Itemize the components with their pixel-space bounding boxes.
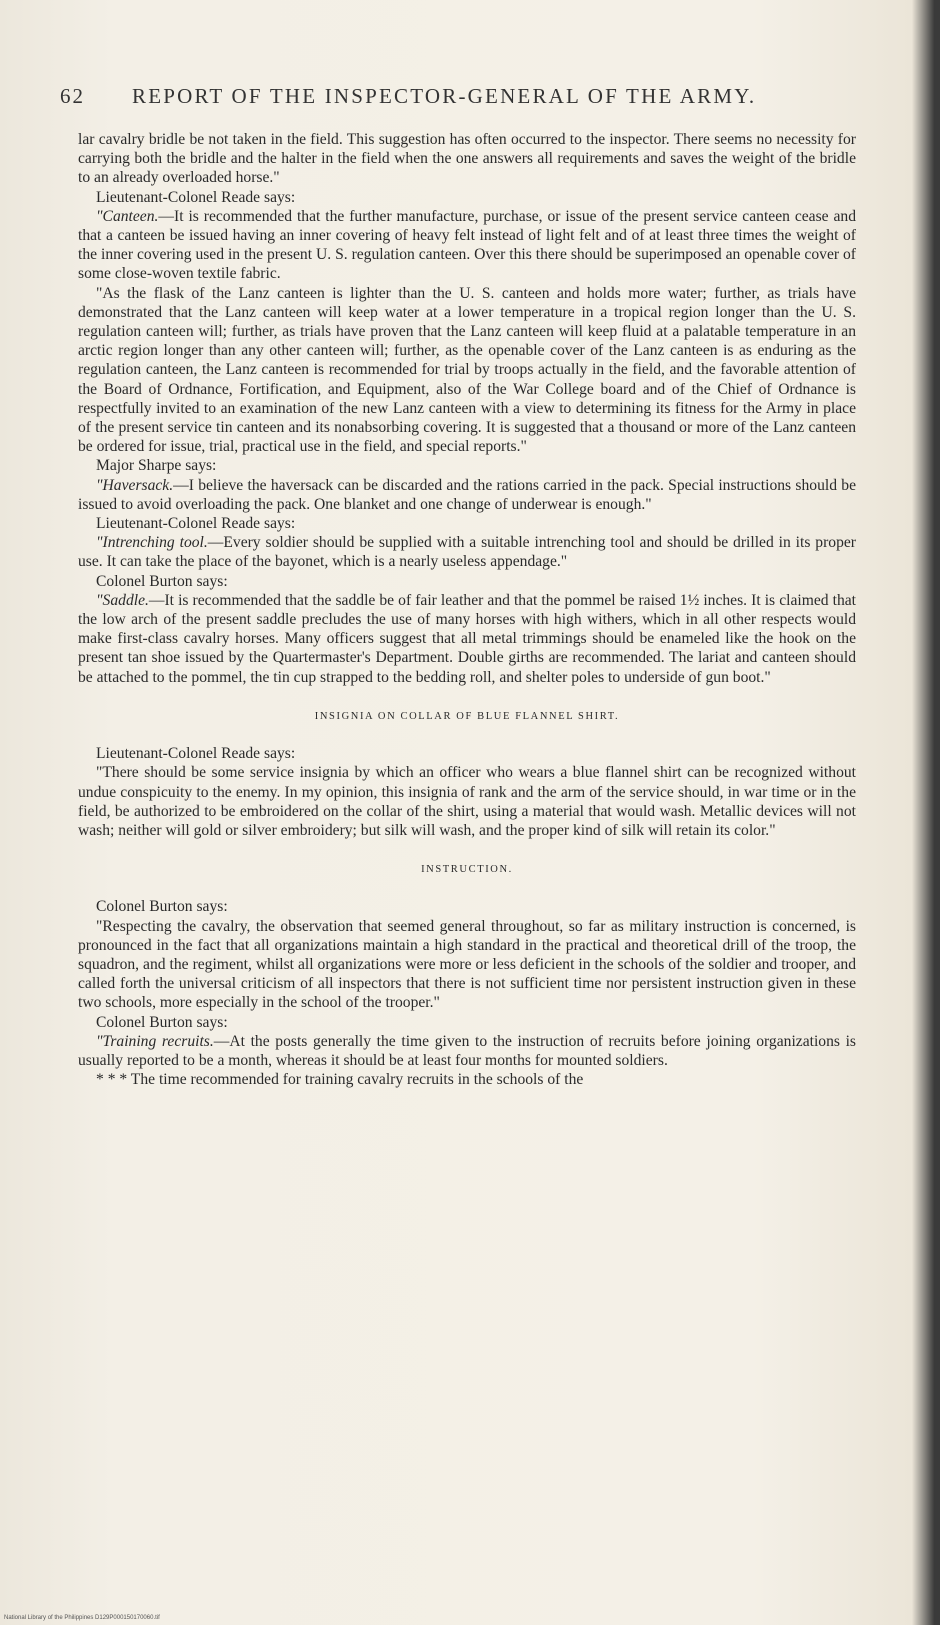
page-number: 62 <box>60 84 85 108</box>
paragraph: "As the flask of the Lanz canteen is lighter than the U. S. canteen and holds more water; further, as trials have demonstrated that the Lanz canteen will keep water at a lower temperature in a tropical region longer than the U. S. regulation canteen will; further, as trials have proven that the Lanz canteen will keep fluid at a palatable temperature in an arctic region longer than any other canteen will; further, as the openable cover of the Lanz canteen is as enduring as the regulation canteen, the Lanz canteen is recommended for trial by troops actually in the field, and the favorable attention of the Board of Ordnance, Fortification, and Equipment, also of the War College board and of the Chief of Ordnance is respectfully invited to an examination of the new Lanz canteen with a view to determining its fitness for the Army in place of the present service tin canteen and its nonabsorbing covering. It is suggested that a thousand or more of the Lanz canteen be ordered for issue, trial, practical use in the field, and special reports." <box>78 284 856 456</box>
speaker-line: Lieutenant-Colonel Reade says: <box>96 745 296 763</box>
speaker-line: Colonel Burton says: <box>96 572 228 590</box>
paragraph: lar cavalry bridle be not taken in the field. This suggestion has often occurred to the inspector. There seems no necessity for carrying both the bridle and the halter in the field when the one answers all requirements and saves the weight of the bridle to an already overloaded horse." <box>78 131 856 187</box>
paragraph-text: —Every soldier should be supplied with a suitable intrenching tool and should be drilled in its proper use. It can take the place of the bayonet, which is a nearly useless appendage." <box>78 534 856 571</box>
speaker-line: Major Sharpe says: <box>96 457 217 475</box>
topic-lead: "Canteen. <box>96 207 159 225</box>
scan-stamp: National Library of the Philippines D129P000150170060.tif <box>4 1615 160 1621</box>
paragraph <box>78 207 856 284</box>
speaker-line: Colonel Burton says: <box>96 898 228 916</box>
speaker-line: Lieutenant-Colonel Reade says: <box>96 515 296 533</box>
section-heading: INSTRUCTION. <box>421 864 513 876</box>
running-title: REPORT OF THE INSPECTOR-GENERAL OF THE ARMY. <box>132 84 757 108</box>
paragraph: * * * The time recommended for training cavalry recruits in the schools of the <box>96 1071 584 1089</box>
speaker-line: Colonel Burton says: <box>96 1013 228 1031</box>
paragraph-text: —It is recommended that the further manufacture, purchase, or issue of the present service canteen cease and that a canteen be issued having an inner covering of heavy felt instead of light felt and of at least three times the weight of the inner covering used in the present U. S. regulation canteen. Over this there should be superimposed an openable cover of some close-woven textile fabric. <box>78 207 856 283</box>
paragraph-text: —At the posts generally the time given to the instruction of recruits before joining organizations is usually reported to be a month, whereas it should be at least four months for mounted soldiers. <box>78 1032 856 1069</box>
topic-lead: "Saddle. <box>96 591 149 609</box>
topic-lead: "Training recruits. <box>96 1032 214 1050</box>
paragraph <box>78 533 856 571</box>
paragraph <box>78 1032 856 1070</box>
paragraph-text: —It is recommended that the saddle be of fair leather and that the pommel be raised 1½ inches. It is claimed that the low arch of the present saddle precludes the use of many horses with high withers, which in all other respects would make first-class cavalry horses. Many officers suggest that all metal trimmings should be enameled like the hook on the present tan shoe issued by the Quartermaster's Department. Double girths are recommended. The lariat and canteen should be attached to the pommel, the tin cup strapped to the bedding roll, and shelter poles to underside of gun boot." <box>78 591 856 686</box>
page-header <box>60 84 860 109</box>
paragraph <box>78 591 856 687</box>
paragraph-text: —I believe the haversack can be discarded and the rations carried in the pack. Special instructions should be issued to avoid overloading the pack. One blanket and one change of underwear is enough." <box>78 476 856 513</box>
paragraph <box>78 476 856 514</box>
speaker-line: Lieutenant-Colonel Reade says: <box>96 188 296 206</box>
paragraph: "Respecting the cavalry, the observation that seemed general throughout, so far as military instruction is concerned, is pronounced in the fact that all organizations maintain a high standard in the practical and theoretical drill of the troop, the squadron, and the regiment, whilst all organizations were more or less deficient in the schools of the soldier and trooper, and called forth the universal criticism of all inspectors that there is not sufficient time nor persistent instruction given in these two schools, more especially in the school of the trooper." <box>78 917 856 1012</box>
paragraph: "There should be some service insignia by which an officer who wears a blue flannel shirt can be recognized without undue conspicuity to the enemy. In my opinion, this insignia of rank and the arm of the service should, in war time or in the field, be authorized to be embroidered on the collar of the shirt, using a material that would wash. Metallic devices will not wash; neither will gold or silver embroidery; but silk will wash, and the proper kind of silk will retain its color." <box>78 764 856 839</box>
page-body <box>78 130 856 1089</box>
topic-lead: "Haversack. <box>96 476 174 494</box>
section-heading: INSIGNIA ON COLLAR OF BLUE FLANNEL SHIRT. <box>314 710 620 722</box>
topic-lead: "Intrenching tool. <box>96 534 208 552</box>
